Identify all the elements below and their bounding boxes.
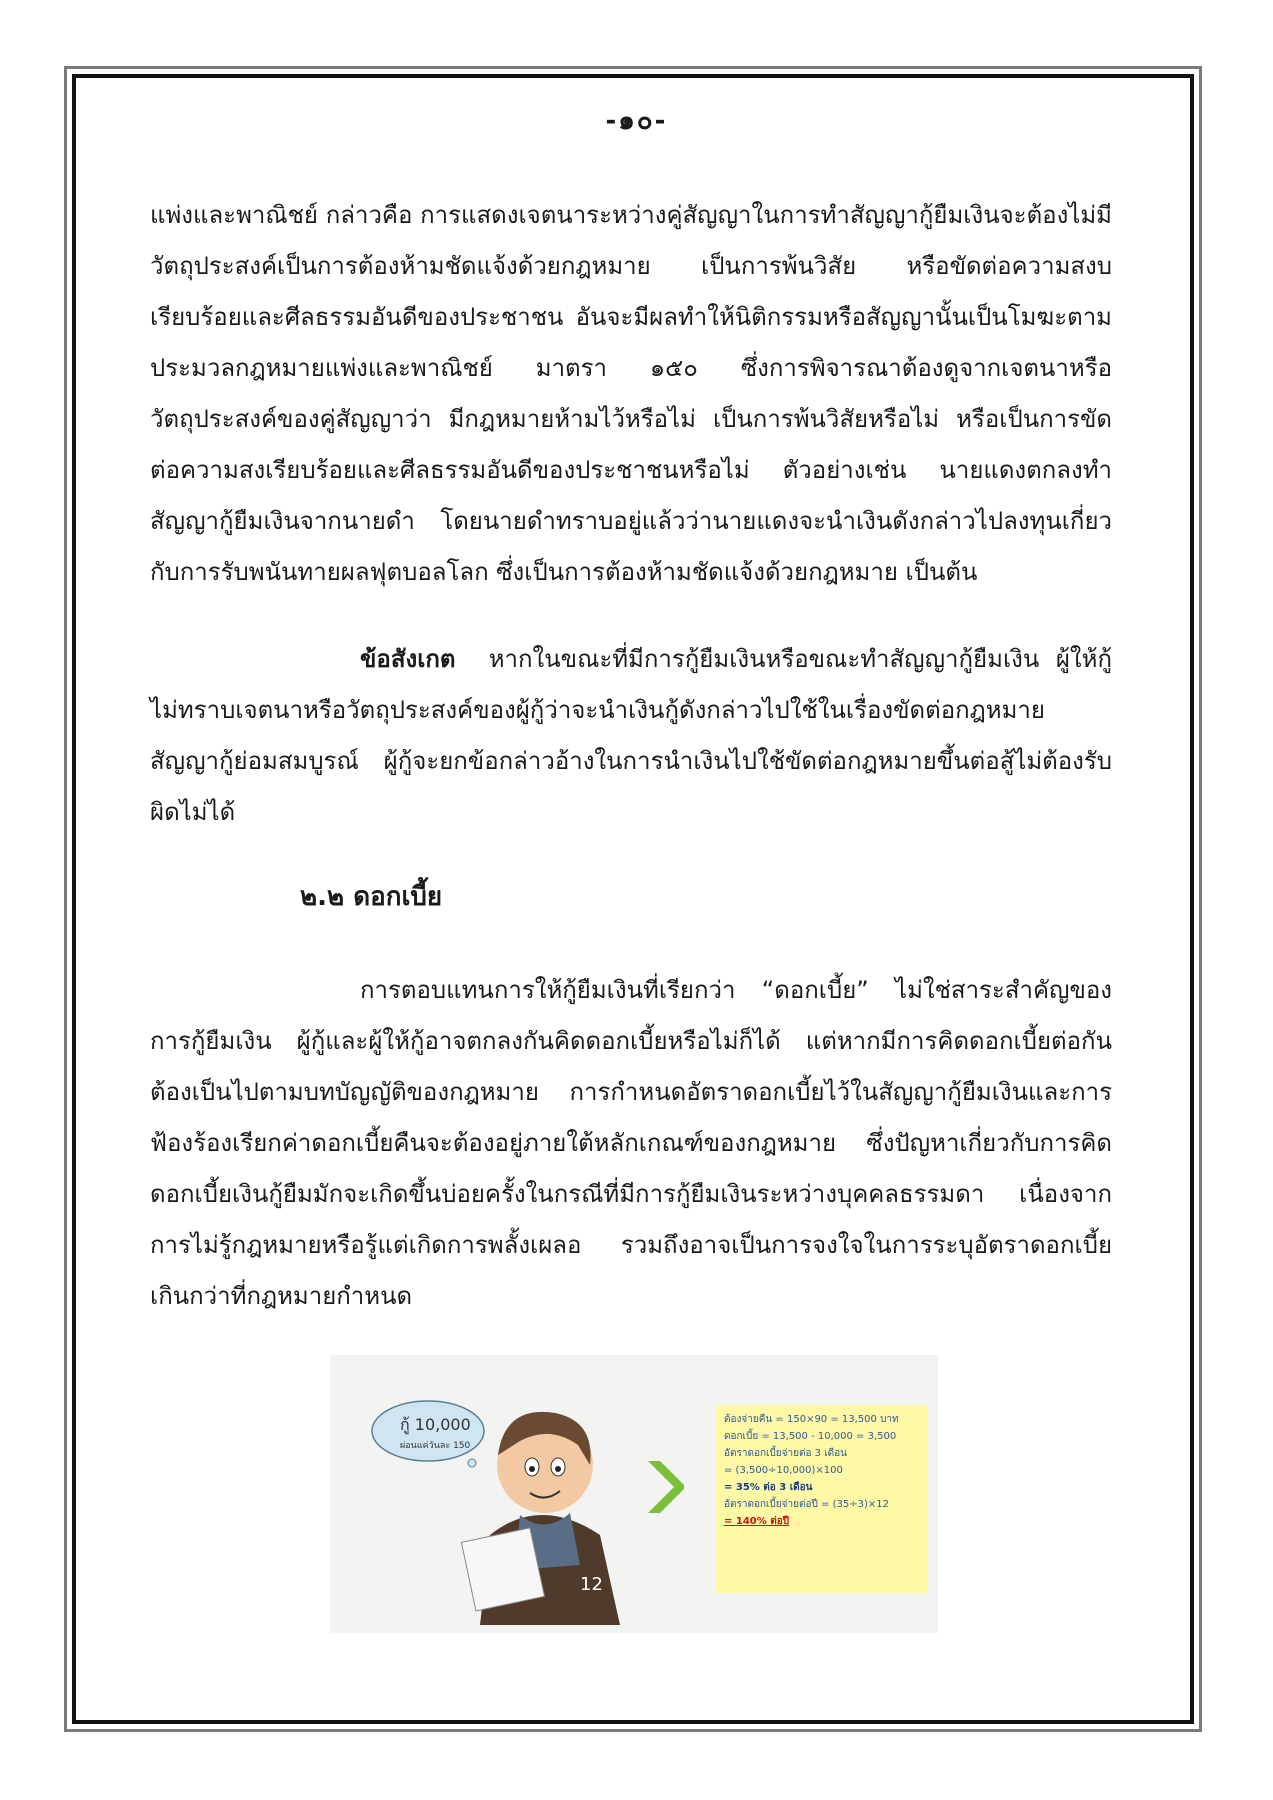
calc-line: ดอกเบี้ย = 13,500 - 10,000 = 3,500 xyxy=(724,1431,897,1442)
page-number: -๑๐- xyxy=(605,106,668,136)
paragraph-interest-text: การตอบแทนการให้กู้ยืมเงินที่เรียกว่า “ดอกเบี้ย” ไม่ใช่สาระสำคัญของการกู้ยืมเงิน ผู้กู้และผู้ให้กู้อาจตกลงกันคิดดอกเบี้ยหรือไม่ก็ได้ แต่หากมีการคิดดอกเบี้ยต่อกันต้องเป็นไปตามบทบัญญัติของกฎหมาย การกำหนดอัตราดอกเบี้ยไว้ในสัญญากู้ยืมเงินและการฟ้องร้องเรียกค่าดอกเบี้ยคืนจะต้องอยู่ภายใต้หลักเกณฑ์ของกฎหมาย ซึ่งปัญหาเกี่ยวกับการคิดดอกเบี้ยเงินกู้ยืมมักจะเกิดขึ้นบ่อยครั้งในกรณีที่มีการกู้ยืมเงินระหว่างบุคคลธรรมดา เนื่องจากการไม่รู้กฎหมายหรือรู้แต่เกิดการพลั้งเผลอ รวมถึงอาจเป็นการจงใจในการระบุอัตราดอกเบี้ยเกินกว่าที่กฎหมายกำหนด xyxy=(150,976,1112,1310)
shirt-number: 12 xyxy=(580,1574,603,1595)
calc-line: อัตราดอกเบี้ยจ่ายต่อปี = (35÷3)×12 xyxy=(724,1499,889,1510)
chevron-right-icon xyxy=(644,1457,684,1517)
paragraph-legality: แพ่งและพาณิชย์ กล่าวคือ การแสดงเจตนาระหว่างคู่สัญญาในการทำสัญญากู้ยืมเงินจะต้องไม่มีวัตถุประสงค์เป็นการต้องห้ามชัดแจ้งด้วยกฎหมาย เป็นการพ้นวิสัย หรือขัดต่อความสงบเรียบร้อยและศีลธรรมอันดีของประชาชน อันจะมีผลทำให้นิติกรรมหรือสัญญานั้นเป็นโมฆะตามประมวลกฎหมายแพ่งและพาณิชย์ มาตรา ๑๕๐ ซึ่งการพิจารณาต้องดูจากเจตนาหรือวัตถุประสงค์ของคู่สัญญาว่า มีกฎหมายห้ามไว้หรือไม่ เป็นการพ้นวิสัยหรือไม่ หรือเป็นการขัดต่อความสงเรียบร้อยและศีลธรรมอันดีของประชาชนหรือไม่ ตัวอย่างเช่น นายแดงตกลงทำสัญญากู้ยืมเงินจากนายดำ โดยนายดำทราบอยู่แล้วว่านายแดงจะนำเงินดังกล่าวไปลงทุนเกี่ยวกับการรับพนันทายผลฟุตบอลโลก ซึ่งเป็นการต้องห้ามชัดแจ้งด้วยกฎหมาย เป็นต้น xyxy=(150,201,1112,586)
interest-calculation-box xyxy=(716,1405,928,1593)
paragraph-interest xyxy=(150,965,1112,1322)
bubble-line-payment: ผ่อนแค่วันละ 150 xyxy=(400,1441,471,1451)
calc-line-result: = 140% ต่อปี xyxy=(724,1516,790,1527)
section-heading: ๒.๒ ดอกเบี้ย xyxy=(300,882,443,912)
calc-line: อัตราดอกเบี้ยจ่ายต่อ 3 เดือน xyxy=(724,1448,847,1459)
calc-line: = 35% ต่อ 3 เดือน xyxy=(724,1482,813,1493)
reading-man-icon xyxy=(460,1385,630,1625)
interest-illustration xyxy=(330,1355,938,1633)
note-label: ข้อสังเกต xyxy=(360,645,456,673)
calc-line: ต้องจ่ายคืน = 150×90 = 13,500 บาท xyxy=(724,1414,899,1425)
paragraph-note xyxy=(150,634,1112,838)
calc-line: = (3,500÷10,000)×100 xyxy=(724,1465,843,1476)
note-text: หากในขณะที่มีการกู้ยืมเงินหรือขณะทำสัญญากู้ยืมเงิน ผู้ให้กู้ไม่ทราบเจตนาหรือวัตถุประสงค์ของผู้กู้ว่าจะนำเงินกู้ดังกล่าวไปใช้ในเรื่องขัดต่อกฎหมาย สัญญากู้ย่อมสมบูรณ์ ผู้กู้จะยกข้อกล่าวอ้างในการนำเงินไปใช้ขัดต่อกฎหมายขึ้นต่อสู้ไม่ต้องรับผิดไม่ได้ xyxy=(150,645,1112,826)
bubble-line-amount: กู้ 10,000 xyxy=(400,1415,471,1434)
